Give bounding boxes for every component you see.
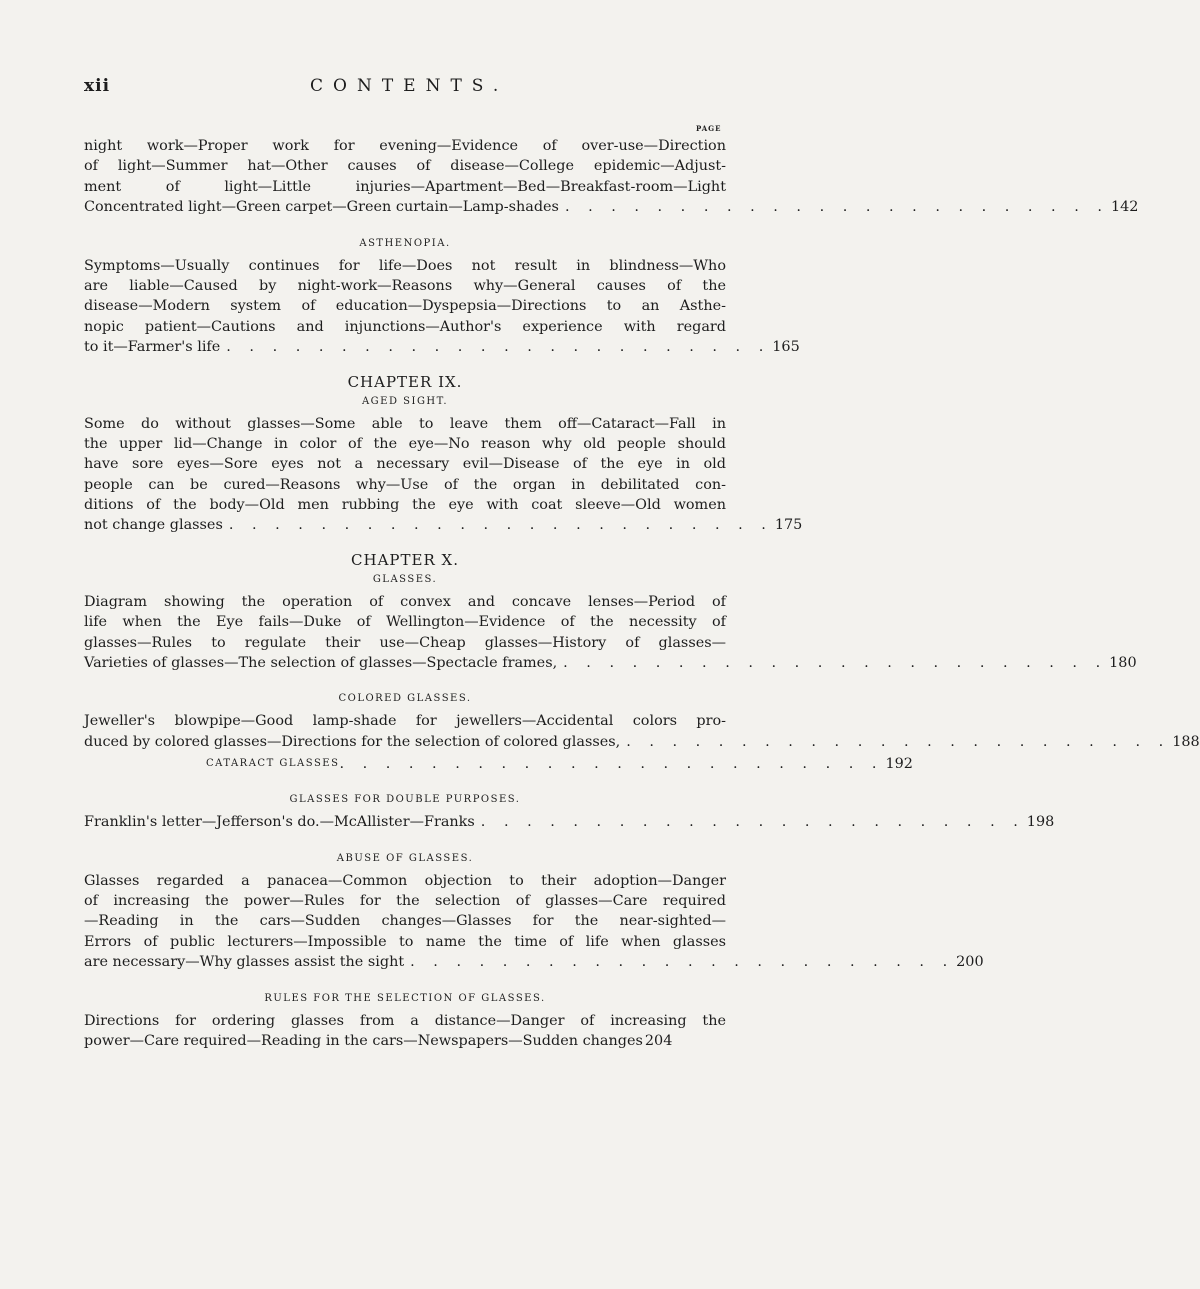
running-title: CONTENTS. xyxy=(310,76,509,96)
entry-line: are liable—Caused by night-work—Reasons why—General causes of the xyxy=(84,277,726,294)
page-number: 192 xyxy=(885,756,913,773)
entry-text: duced by colored glasses—Directions for the selection of colored glasses, xyxy=(84,733,621,750)
leader-dots: . . . . . . . . . . . . . . . . . . . . . . . . xyxy=(626,733,1171,750)
leader-dots: . . . . . . . . . . . . . . . . . . . . . . . . xyxy=(410,954,955,971)
page-number: 198 xyxy=(1026,814,1055,831)
leader-dots: . . . . . . . . . . . . . . . . . . . . . . . . xyxy=(339,756,884,773)
section-heading-double-purposes: GLASSES FOR DOUBLE PURPOSES. xyxy=(289,794,521,806)
entry-line: disease—Modern system of education—Dyspepsia—Directions to an Asthe- xyxy=(84,298,726,315)
entry-last-line xyxy=(84,952,984,972)
leader-dots: . . . . . . . . . . . . . . . . . . . . . . . . xyxy=(228,517,773,534)
entry-cataract-glasses xyxy=(84,754,913,774)
entry-line: Symptoms—Usually continues for life—Does not result in blindness—Who xyxy=(84,257,726,274)
leader-dots: . . . . . . . . . . . . . . . . . . . . . . . . xyxy=(563,655,1108,672)
page-number: 204 xyxy=(644,1032,673,1049)
entry-line: nopic patient—Cautions and injunctions—Author's experience with regard xyxy=(84,318,726,335)
entry-abuse-of-glasses xyxy=(84,871,984,973)
leader-dots: . . . . . . . . . . . . . . . . . . . . . . . . xyxy=(564,199,1109,216)
entry-line: Directions for ordering glasses from a distance—Danger of increasing the xyxy=(84,1012,726,1029)
entry-line: ditions of the body—Old men rubbing the eye with coat sleeve—Old women xyxy=(84,497,726,514)
entry-line: life when the Eye fails—Duke of Wellington—Evidence of the necessity of xyxy=(84,614,726,631)
entry-double-purposes xyxy=(84,812,1055,832)
entry-line: the upper lid—Change in color of the eye—No reason why old people should xyxy=(84,435,726,452)
folio-number: xii xyxy=(84,76,111,96)
entry-line: Glasses regarded a panacea—Common objection to their adoption—Danger xyxy=(84,872,726,889)
entry-text: are necessary—Why glasses assist the sight xyxy=(84,954,405,971)
entry-text: Franklin's letter—Jefferson's do.—McAllister—Franks xyxy=(84,814,475,831)
entry-last-line xyxy=(84,732,1200,752)
section-heading-glasses: GLASSES. xyxy=(372,573,438,585)
entry-night-work xyxy=(84,136,1139,218)
entry-line: glasses—Rules to regulate their use—Cheap glasses—History of glasses— xyxy=(84,634,726,651)
page-number: 180 xyxy=(1109,655,1137,672)
chapter-heading-x: CHAPTER X. xyxy=(351,550,459,569)
page-column-label: PAGE xyxy=(696,124,722,133)
section-heading-colored-glasses: COLORED GLASSES. xyxy=(338,693,472,705)
leader-dots: . . . . . . . . . . . . . . . . . . . . . . . . xyxy=(226,339,771,356)
entry-colored-glasses xyxy=(84,711,1200,752)
contents-entries xyxy=(84,136,1200,1051)
section-heading-cataract-glasses: CATARACT GLASSES xyxy=(206,758,340,770)
chapter-heading-ix: CHAPTER IX. xyxy=(347,372,463,391)
entry-rules-selection xyxy=(84,1011,726,1052)
entry-text: not change glasses xyxy=(84,517,223,534)
section-heading-abuse-of-glasses: ABUSE OF GLASSES. xyxy=(336,852,474,864)
entry-line: of increasing the power—Rules for the selection of glasses—Care required xyxy=(84,892,726,909)
section-heading-asthenopia: ASTHENOPIA. xyxy=(359,237,451,249)
page-number: 175 xyxy=(774,517,803,534)
entry-line: of light—Summer hat—Other causes of disease—College epidemic—Adjust- xyxy=(84,158,726,175)
entry-last-line xyxy=(84,515,803,535)
page-number: 142 xyxy=(1110,199,1139,216)
page-number: 165 xyxy=(772,339,800,356)
section-heading-rules-selection: RULES FOR THE SELECTION OF GLASSES. xyxy=(264,992,546,1004)
page-number: 200 xyxy=(956,954,984,971)
entry-line: Errors of public lecturers—Impossible to name the time of life when glasses xyxy=(84,933,726,950)
entry-last-line xyxy=(84,1031,726,1051)
entry-glasses xyxy=(84,592,1137,674)
leader-dots: . . . . . . . . . . . . . . . . . . . . . . . . xyxy=(480,814,1025,831)
section-heading-aged-sight: AGED SIGHT. xyxy=(361,395,449,407)
running-head xyxy=(84,76,724,100)
entry-line: have sore eyes—Sore eyes not a necessary evil—Disease of the eye in old xyxy=(84,456,726,473)
entry-text: power—Care required—Reading in the cars—Newspapers—Sudden changes xyxy=(84,1032,643,1049)
entry-text: Concentrated light—Green carpet—Green curtain—Lamp-shades xyxy=(84,199,559,216)
entry-line: ment of light—Little injuries—Apartment—Bed—Breakfast-room—Light xyxy=(84,178,726,195)
entry-line: Jeweller's blowpipe—Good lamp-shade for jewellers—Accidental colors pro- xyxy=(84,713,726,730)
entry-line: Some do without glasses—Some able to leave them off—Cataract—Fall in xyxy=(84,415,726,432)
entry-asthenopia xyxy=(84,256,800,358)
entry-last-line xyxy=(84,197,1139,217)
entry-line: —Reading in the cars—Sudden changes—Glasses for the near-sighted— xyxy=(84,913,726,930)
entry-line: people can be cured—Reasons why—Use of the organ in debilitated con- xyxy=(84,476,726,493)
entry-aged-sight xyxy=(84,414,803,536)
page-number: 188 xyxy=(1172,733,1200,750)
entry-line: Diagram showing the operation of convex and concave lenses—Period of xyxy=(84,593,726,610)
entry-text: to it—Farmer's life xyxy=(84,339,221,356)
entry-line: night work—Proper work for evening—Evidence of over-use—Direction xyxy=(84,138,726,154)
entry-last-line xyxy=(84,337,800,357)
entry-last-line xyxy=(84,653,1137,673)
entry-text: Varieties of glasses—The selection of glasses—Spectacle frames, xyxy=(84,655,558,672)
